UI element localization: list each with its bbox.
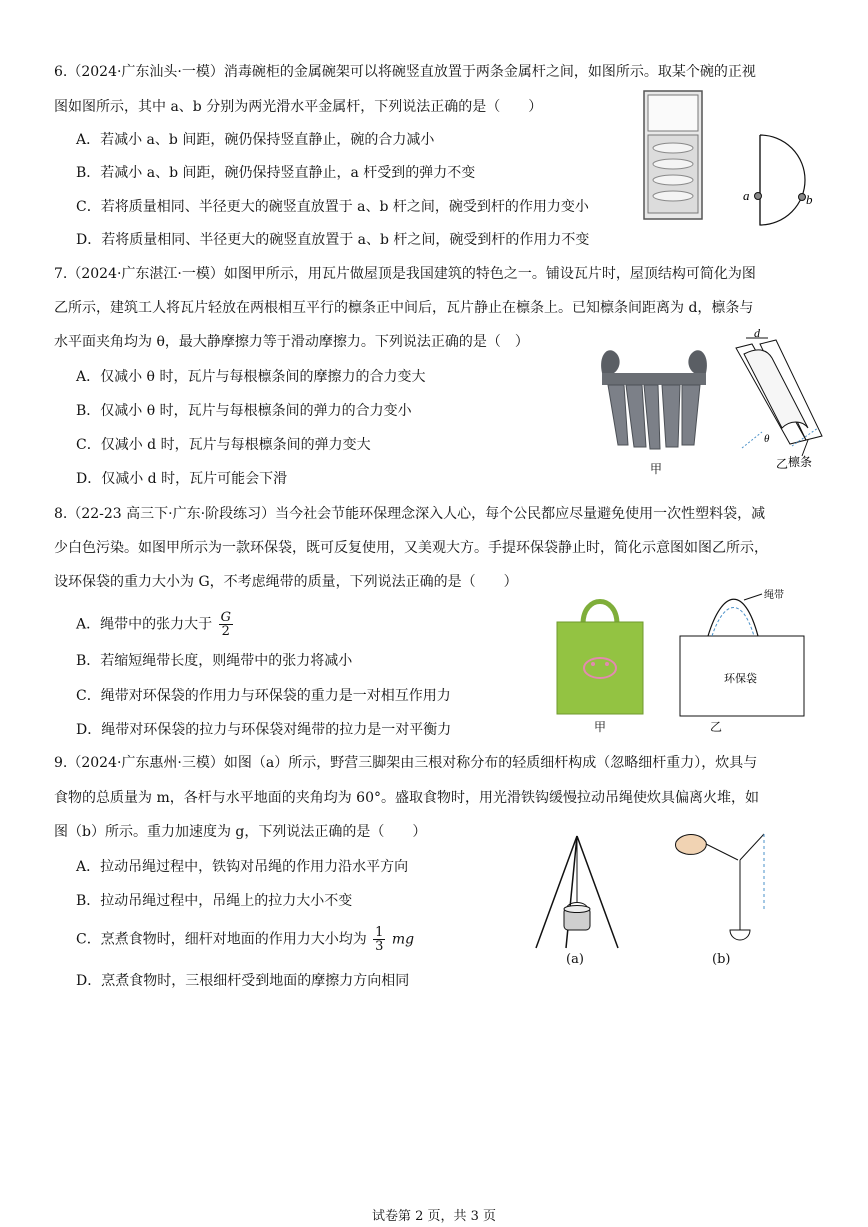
q6-line2: 图如图所示，其中 a、b 分别为两光滑水平金属杆，下列说法正确的是（ ）: [54, 99, 543, 115]
q7-caption-yi: 乙: [776, 457, 789, 470]
q7-caption-jia: 甲: [650, 462, 663, 476]
q9-option-c: [76, 926, 414, 953]
q8-line3: 设环保袋的重力大小为 G，不考虑绳带的质量，下列说法正确的是（ ）: [54, 574, 518, 590]
tripod-figure-a: [530, 830, 625, 950]
q8-caption-jia: 甲: [594, 720, 607, 734]
label-lintiao: 檩条: [788, 455, 813, 469]
q6-option-c: C．若将质量相同、半径更大的碗竖直放置于 a、b 杆之间，碗受到杆的作用力变小: [76, 199, 589, 215]
q9-line2: 食物的总质量为 m，各杆与水平地面的夹角均为 60°。盛取食物时，用光滑铁钩缓慢拉动吊绳使炊具偏离火堆，如: [54, 790, 759, 806]
q7-line1: 7.（2024·广东湛江·一模）如图甲所示，用瓦片做屋顶是我国建筑的特色之一。铺设瓦片时，屋顶结构可简化为图: [54, 266, 756, 282]
q8-option-b: B．若缩短绳带长度，则绳带中的张力将减小: [76, 653, 353, 669]
eco-bag-diagram: [672, 586, 812, 718]
label-b: b: [806, 192, 813, 207]
q9-option-d: D．烹煮食物时，三根细杆受到地面的摩擦力方向相同: [76, 973, 410, 989]
q6-option-a: A．若减小 a、b 间距，碗仍保持竖直静止，碗的合力减小: [76, 132, 435, 148]
q9-option-c-unit: mg: [391, 931, 415, 948]
label-bag: 环保袋: [724, 673, 757, 685]
q7-line2: 乙所示，建筑工人将瓦片轻放在两根相互平行的檩条正中间后，瓦片静止在檩条上。已知檩条间距离为 d，檩条与: [54, 300, 754, 316]
q8-option-a-text: A．绳带中的张力大于: [76, 616, 213, 633]
q9-option-b: B．拉动吊绳过程中，吊绳上的拉力大小不变: [76, 893, 353, 909]
label-shengdai: 绳带: [764, 590, 784, 601]
q7-option-b: B．仅减小 θ 时，瓦片与每根檩条间的弹力的合力变小: [76, 403, 412, 419]
q9-caption-b: (b): [712, 952, 731, 967]
label-d: d: [754, 328, 760, 340]
q7-option-a: A．仅减小 θ 时，瓦片与每根檩条间的摩擦力的合力变大: [76, 369, 426, 385]
fraction-denominator: 2: [221, 624, 230, 639]
q6-line1: 6.（2024·广东汕头·一模）消毒碗柜的金属碗架可以将碗竖直放置于两条金属杆之间，如图所示。取某个碗的正视: [54, 64, 756, 80]
q8-line2: 少白色污染。如图甲所示为一款环保袋，既可反复使用，又美观大方。手提环保袋静止时，简化示意图如图乙所示，: [54, 540, 768, 556]
q7-line3: 水平面夹角均为 θ，最大静摩擦力等于滑动摩擦力。下列说法正确的是（ ）: [54, 334, 529, 350]
label-a: a: [743, 188, 750, 203]
q9-option-c-text: C．烹煮食物时，细杆对地面的作用力大小均为: [76, 931, 367, 948]
fraction-one-third: [373, 926, 385, 953]
fraction-denominator: 3: [375, 939, 384, 954]
page-footer: 试卷第 2 页，共 3 页: [371, 1209, 497, 1224]
fraction-numerator: 1: [375, 925, 384, 940]
eco-bag-photo: [555, 586, 645, 716]
fraction-g-over-2: [219, 611, 233, 638]
roof-tile-photo: [594, 335, 714, 455]
dish-cabinet-photo: [643, 90, 703, 220]
q6-option-d: D．若将质量相同、半径更大的碗竖直放置于 a、b 杆之间，碗受到杆的作用力不变: [76, 232, 590, 248]
purlin-diagram: [722, 328, 828, 470]
q9-caption-a: (a): [566, 952, 584, 967]
q9-option-a: A．拉动吊绳过程中，铁钩对吊绳的作用力沿水平方向: [76, 859, 409, 875]
q8-option-d: D．绳带对环保袋的拉力与环保袋对绳带的拉力是一对平衡力: [76, 722, 452, 738]
bowl-front-view-diagram: [740, 130, 820, 230]
q7-option-c: C．仅减小 d 时，瓦片与每根檩条间的弹力变大: [76, 437, 371, 453]
q8-line1: 8.（22-23 高三下·广东·阶段练习）当今社会节能环保理念深入人心，每个公民都应尽量避免使用一次性塑料袋，减: [54, 506, 766, 522]
q8-caption-yi: 乙: [710, 720, 723, 734]
q7-option-d: D．仅减小 d 时，瓦片可能会下滑: [76, 471, 288, 487]
q9-line1: 9.（2024·广东惠州·三模）如图（a）所示，野营三脚架由三根对称分布的轻质细杆构成（忽略细杆重力），炊具与: [54, 755, 758, 771]
q8-option-c: C．绳带对环保袋的作用力与环保袋的重力是一对相互作用力: [76, 688, 451, 704]
label-theta: θ: [764, 433, 770, 445]
q8-option-a: [76, 611, 235, 638]
pulled-hanging-pot-figure-b: [672, 830, 772, 950]
fraction-numerator: G: [220, 610, 231, 625]
q9-line3: 图（b）所示。重力加速度为 g，下列说法正确的是（ ）: [54, 824, 427, 840]
q6-option-b: B．若减小 a、b 间距，碗仍保持竖直静止，a 杆受到的弹力不变: [76, 165, 476, 181]
